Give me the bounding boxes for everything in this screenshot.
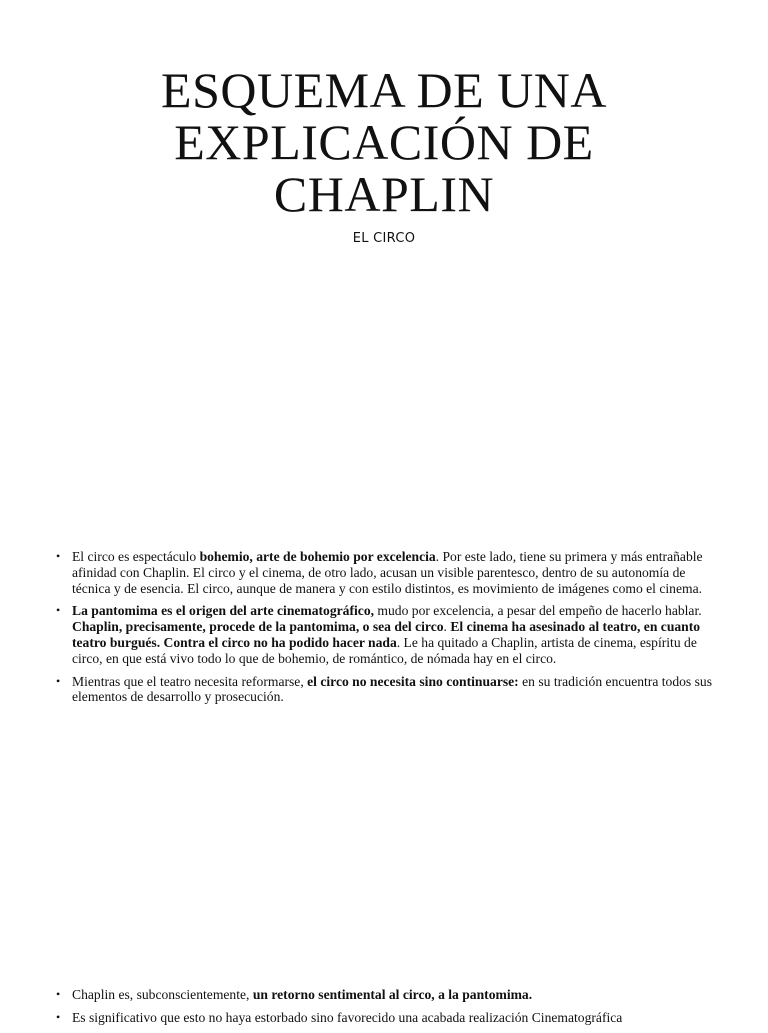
bullet-text: . Por este lado, tiene su primera y más entrañable afinidad con Chaplin. El circo y el cinema, de otro lado, acusan un visible parentesco, dentro de su autonomía de técnica y de esencia. El circo, aunque de manera y con estilo distintos, es movimiento de imágenes como el cinema. — [72, 549, 703, 596]
bullet-text: Mientras que el teatro necesita reformarse, — [72, 673, 308, 689]
title-line-3: CHAPLIN — [273, 166, 495, 222]
bullet-item — [56, 1010, 716, 1026]
bullet-item — [56, 987, 716, 1003]
bullet-marker: • — [56, 549, 61, 563]
page-title — [0, 64, 768, 220]
page-subtitle: EL CIRCO — [352, 231, 416, 246]
bullet-bold-text: Chaplin, precisamente, procede de la pantomima, o sea del circo — [72, 619, 444, 635]
bullet-marker: • — [56, 603, 61, 618]
bullet-bold-text: un retorno sentimental al circo, a la pantomima. — [252, 987, 533, 1002]
bullet-marker: • — [56, 987, 61, 1001]
bullet-text: en su tradición encuentra todos sus elementos de desarrollo y prosecución. — [72, 673, 712, 705]
bullet-text: . Le ha quitado a Chaplin, artista de cinema, espíritu de circo, en que está vivo todo lo que de bohemio, de romántico, de nómada hay en el circo. — [72, 634, 697, 666]
bullet-bold-text: El cinema ha asesinado al teatro, en cuanto teatro burgués. Contra el circo no ha podido hacer nada — [72, 619, 701, 650]
bullet-text: Es significativo que esto no haya estorbado sino favorecido una acabada realización Cinematográfica — [72, 1009, 623, 1025]
bullet-marker: • — [56, 1009, 61, 1024]
bullet-text: . — [443, 619, 451, 635]
bullet-text: mudo por excelencia, a pesar del empeño de hacerlo hablar. — [374, 603, 702, 619]
bullet-text: Chaplin es, subconscientemente, — [72, 987, 253, 1002]
bullet-bold-text: bohemio, arte de bohemio por excelencia — [199, 549, 436, 564]
title-line-1: ESQUEMA DE UNA — [161, 62, 607, 118]
bullet-item — [56, 674, 716, 706]
bullet-list-main — [56, 549, 716, 712]
bullet-item — [56, 549, 716, 596]
bullet-list-lower — [56, 987, 716, 1033]
title-line-2: EXPLICACIÓN DE — [174, 114, 594, 170]
bullet-bold-text: el circo no necesita sino continuarse: — [307, 673, 519, 689]
bullet-bold-text: La pantomima es el origen del arte cinematográfico, — [72, 603, 375, 619]
bullet-marker: • — [56, 673, 61, 688]
bullet-text: El circo es espectáculo — [72, 549, 200, 564]
bullet-item — [56, 603, 716, 666]
